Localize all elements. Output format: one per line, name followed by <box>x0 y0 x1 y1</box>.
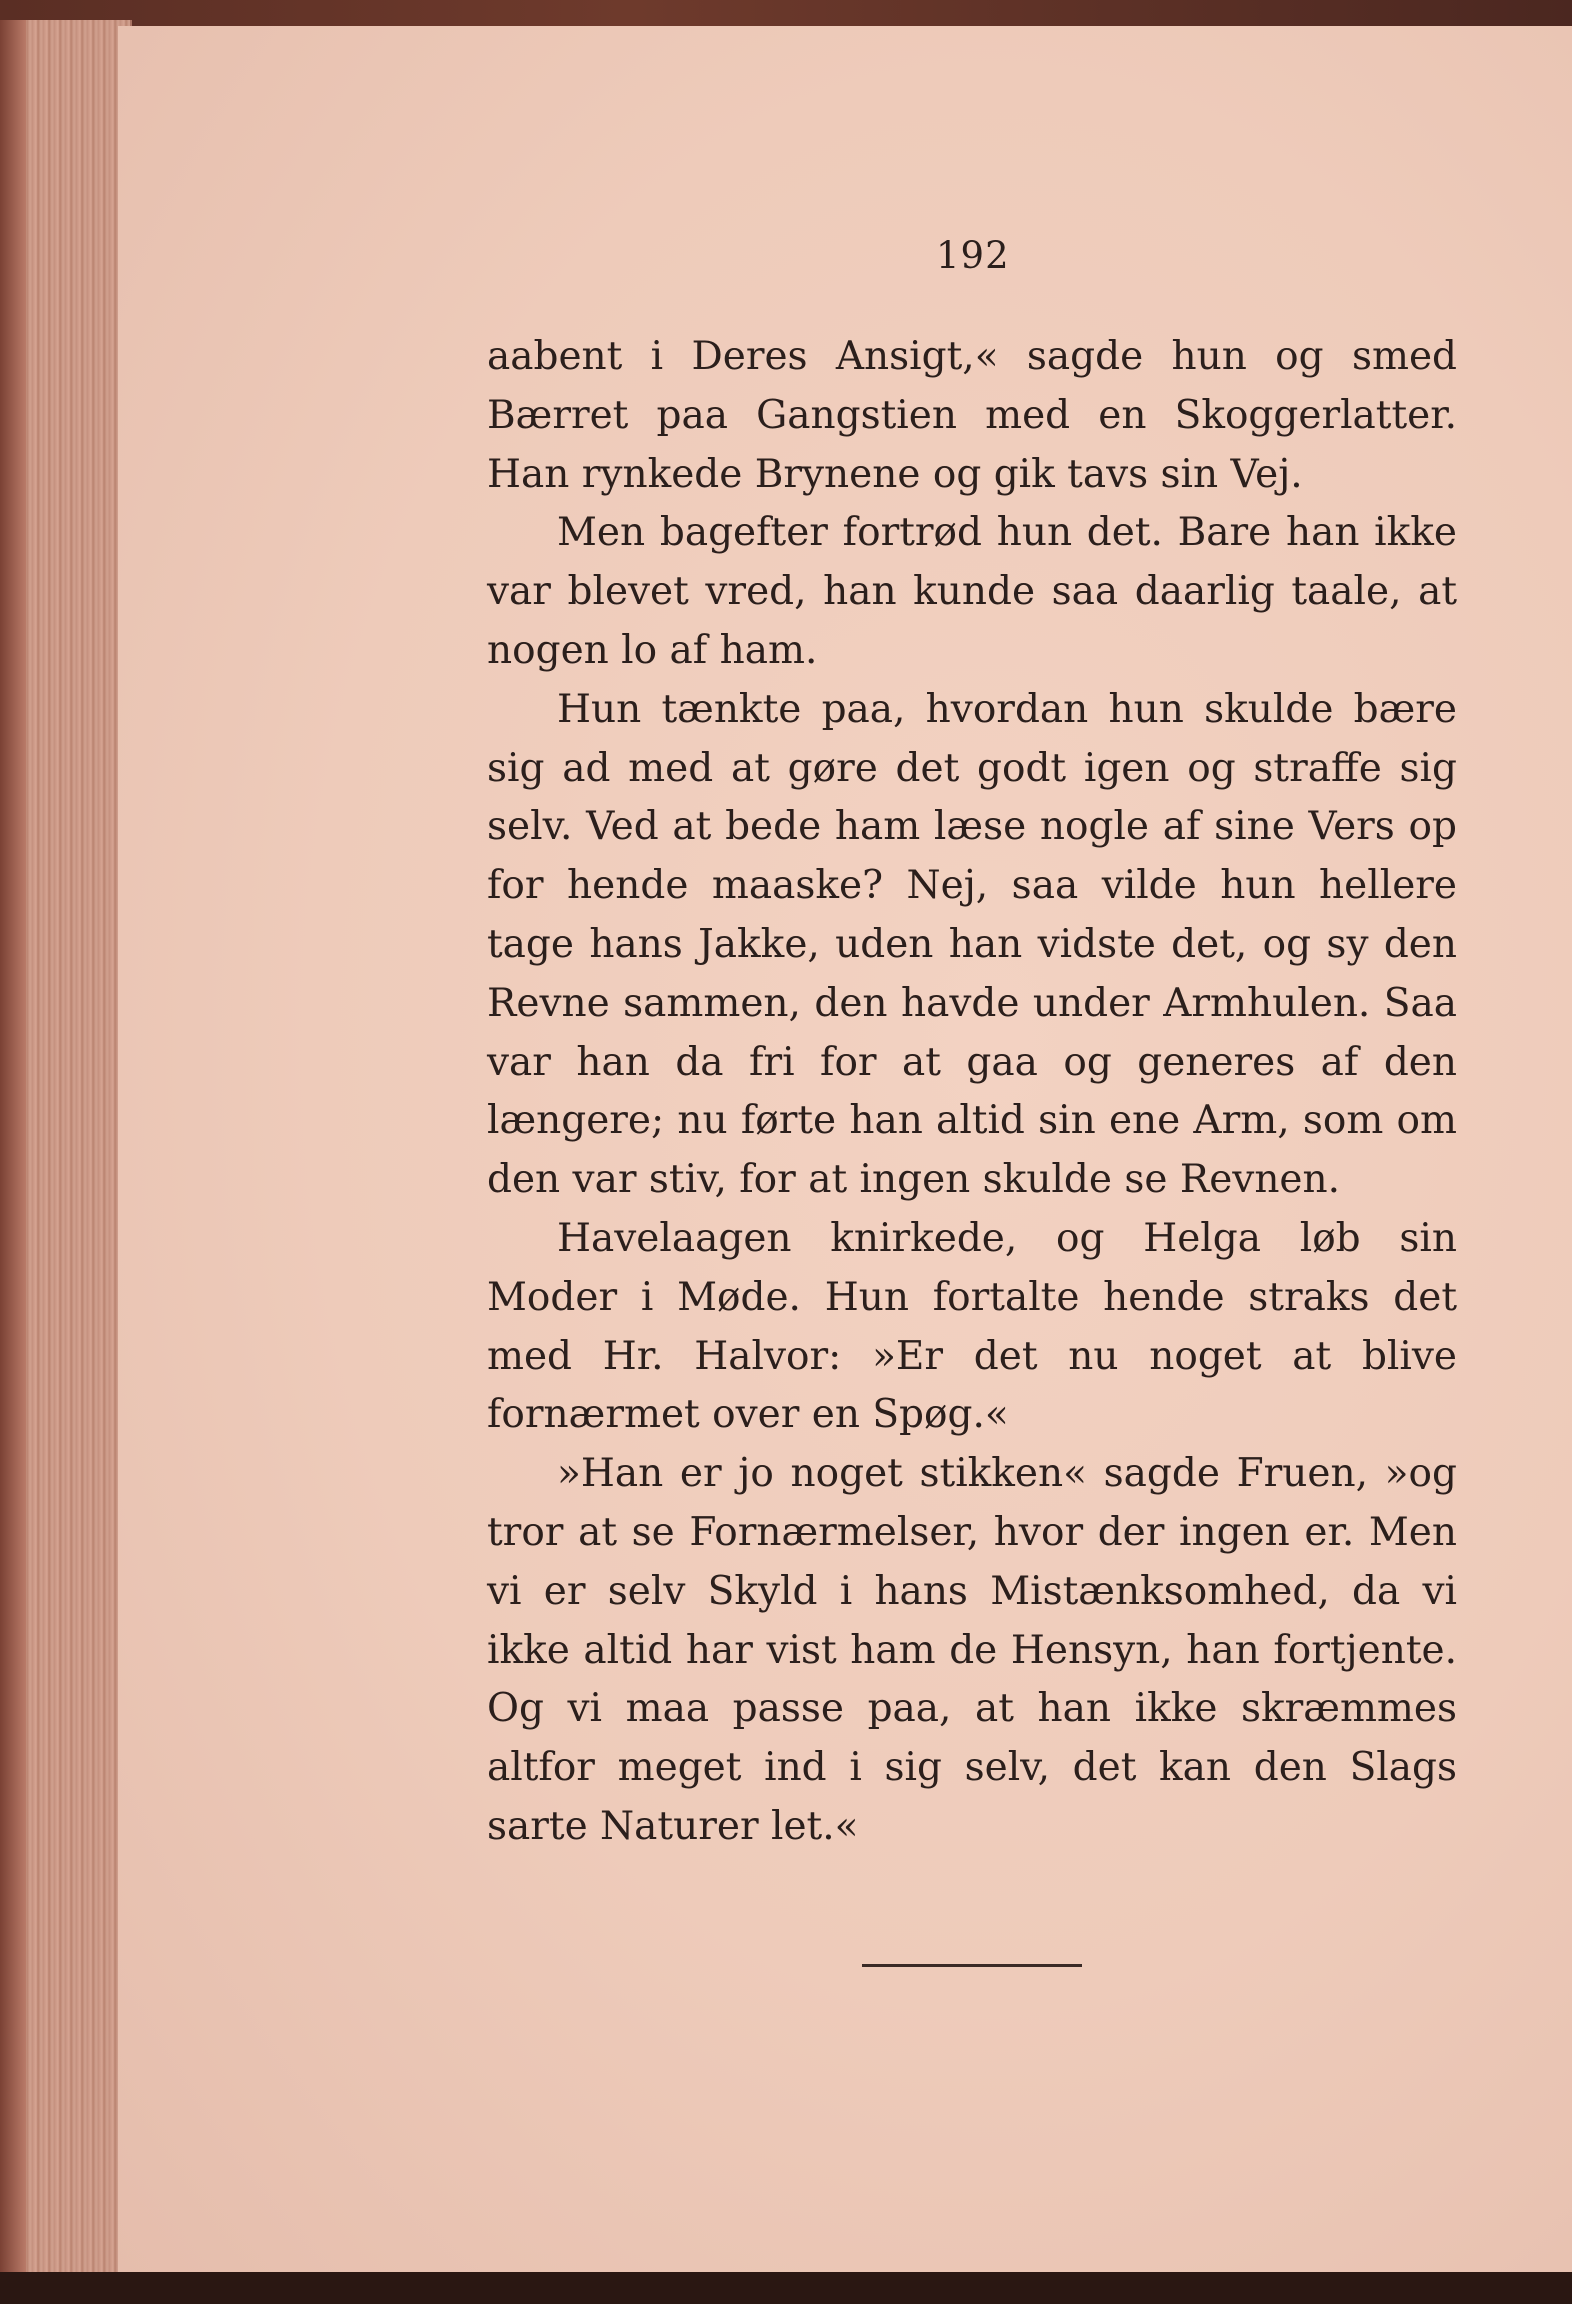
spine-shadow <box>0 20 26 2280</box>
body-text <box>487 328 1457 1857</box>
end-of-chapter-rule <box>862 1964 1082 1967</box>
page-number: 192 <box>936 234 1010 277</box>
book-bottom-edge <box>0 2272 1572 2304</box>
paragraph: »Han er jo noget stikken« sagde Fruen, »og tror at se Fornærmelser, hvor der ingen er. Men vi er selv Skyld i hans Mistænksomhed, da vi ikke altid har vist ham de Hensyn, han fortjente. Og vi maa passe paa, at han ikke skræmmes altfor meget ind i sig selv, det kan den Slags sarte Naturer let.« <box>487 1451 1457 1849</box>
paragraph: Hun tænkte paa, hvordan hun skulde bære sig ad med at gøre det godt igen og straffe sig selv. Ved at bede ham læse nogle af sine Vers op for hende maaske? Nej, saa vilde hun hellere tage hans Jakke, uden han vidste det, og sy den Revne sammen, den havde under Armhulen. Saa var han da fri for at gaa og generes af den længere; nu førte han altid sin ene Arm, som om den var stiv, for at ingen skulde se Revnen. <box>487 686 1457 1203</box>
paragraph: Havelaagen knirkede, og Helga løb sin Moder i Møde. Hun fortalte hende straks det med Hr. Halvor: »Er det nu noget at blive fornærmet over en Spøg.« <box>487 1215 1457 1438</box>
paragraph-continuation: aabent i Deres Ansigt,« sagde hun og smed Bærret paa Gangstien med en Skoggerlatter. Han rynkede Brynene og gik tavs sin Vej. <box>487 334 1457 497</box>
paragraph: Men bagefter fortrød hun det. Bare han ikke var blevet vred, han kunde saa daarlig taale, at nogen lo af ham. <box>487 510 1457 673</box>
